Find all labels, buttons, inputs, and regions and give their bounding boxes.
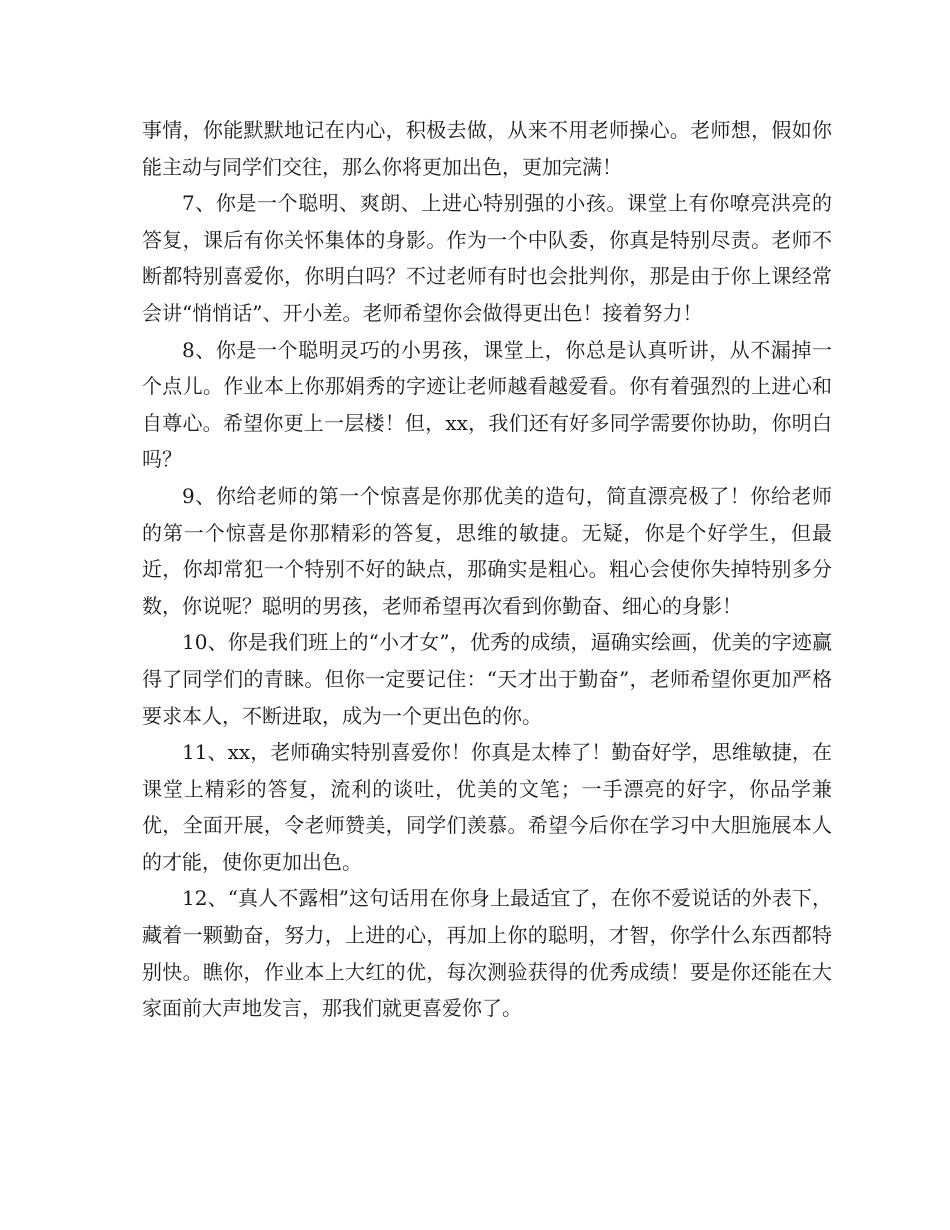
paragraph-comment-12: 12、“真人不露相”这句话用在你身上最适宜了，在你不爱说话的外表下，藏着一颗勤奋，努力，上进的心，再加上你的聪明，才智，你学什么东西都特别快。瞧你，作业本上大红的优，每次测验获得的优秀成绩！要是你还能在大家面前大声地发言，那我们就更喜爱你了。 [142, 886, 832, 1021]
paragraph-comment-8: 8、你是一个聪明灵巧的小男孩，课堂上，你总是认真听讲，从不漏掉一个点儿。作业本上你那娟秀的字迹让老师越看越爱看。你有着强烈的上进心和自尊心。希望你更上一层楼！但，xx，我们还有好多同学需要你协助，你明白吗？ [142, 337, 832, 472]
paragraph-comment-9: 9、你给老师的第一个惊喜是你那优美的造句，简直漂亮极了！你给老师的第一个惊喜是你那精彩的答复，思维的敏捷。无疑，你是个好学生，但最近，你却常犯一个特别不好的缺点，那确实是粗心。粗心会使你失掉特别多分数，你说呢？聪明的男孩，老师希望再次看到你勤奋、细心的身影！ [142, 483, 832, 618]
paragraph-comment-7: 7、你是一个聪明、爽朗、上进心特别强的小孩。课堂上有你嘹亮洪亮的答复，课后有你关怀集体的身影。作为一个中队委，你真是特别尽责。老师不断都特别喜爱你，你明白吗？不过老师有时也会批判你，那是由于你上课经常会讲“悄悄话”、开小差。老师希望你会做得更出色！接着努力！ [142, 191, 832, 325]
document-body [142, 112, 832, 1027]
paragraph-continuation: 事情，你能默默地记在内心，积极去做，从来不用老师操心。老师想，假如你能主动与同学们交往，那么你将更加出色，更加完满！ [142, 118, 832, 179]
paragraph-comment-11: 11、xx，老师确实特别喜爱你！你真是太棒了！勤奋好学，思维敏捷，在课堂上精彩的答复，流利的谈吐，优美的文笔；一手漂亮的好字，你品学兼优，全面开展，令老师赞美，同学们羡慕。希望今后你在学习中大胆施展本人的才能，使你更加出色。 [142, 740, 832, 874]
paragraph-comment-10: 10、你是我们班上的“小才女”，优秀的成绩，逼确实绘画，优美的字迹赢得了同学们的青睐。但你一定要记住：“天才出于勤奋”，老师希望你更加严格要求本人，不断进取，成为一个更出色的你。 [142, 630, 832, 728]
